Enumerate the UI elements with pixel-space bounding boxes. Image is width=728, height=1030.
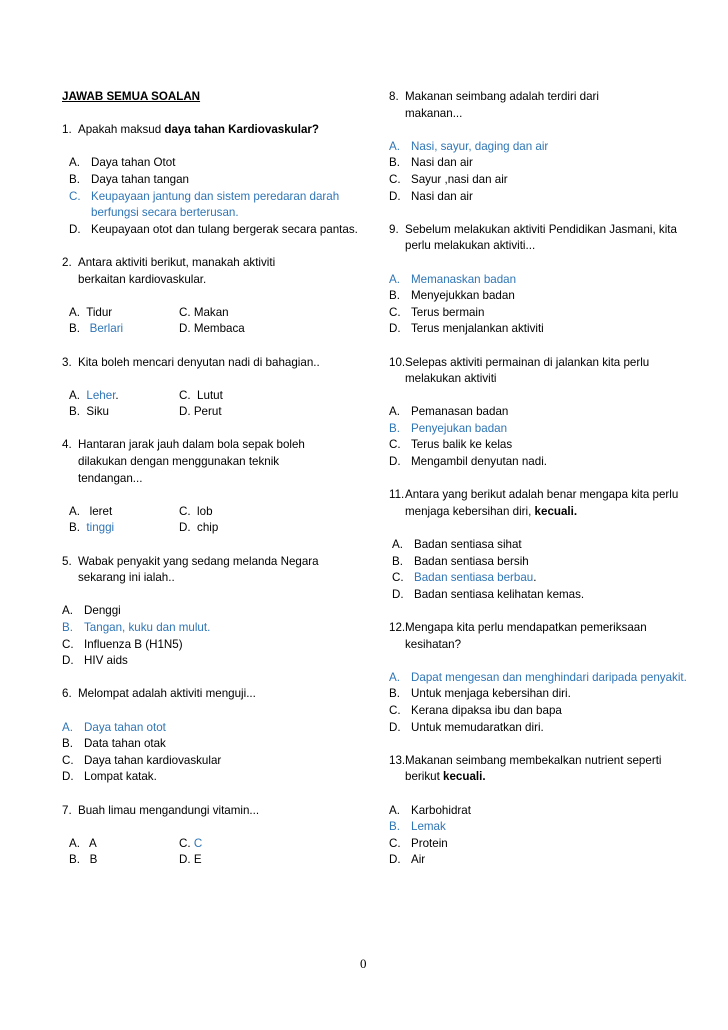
- option-d[interactable]: D. E: [179, 853, 202, 867]
- question-text: Apakah maksud daya tahan Kardiovaskular?: [78, 123, 320, 137]
- question-3: [62, 355, 362, 421]
- option-a[interactable]: A. Tidur: [69, 305, 113, 319]
- option-c[interactable]: C. Protein: [389, 836, 448, 850]
- option-b-answer[interactable]: B. tinggi: [69, 521, 115, 535]
- option-a-answer[interactable]: A. Nasi, sayur, daging dan air: [389, 139, 549, 153]
- question-stem: 10. Selepas aktiviti permainan di jalankan kita perlu melakukan aktiviti: [389, 355, 689, 388]
- question-text: Selepas aktiviti permainan di jalankan kita perlu melakukan aktiviti: [405, 355, 650, 386]
- option-b-answer[interactable]: B. Penyejukan badan: [389, 421, 508, 435]
- option-d[interactable]: D. Mengambil denyutan nadi.: [389, 455, 547, 469]
- question-text: Antara aktiviti berikut, manakah aktiviti berkaitan kardiovaskular.: [78, 255, 276, 286]
- option-c-answer[interactable]: C. Badan sentiasa berbau.: [392, 571, 537, 585]
- option-b-answer[interactable]: B. Lemak: [389, 820, 446, 834]
- option-a[interactable]: A. Pemanasan badan: [389, 405, 509, 419]
- question-10: [389, 355, 689, 471]
- option-b-answer[interactable]: B. Tangan, kuku dan mulut.: [62, 621, 211, 634]
- question-stem: 2. Antara aktiviti berikut, manakah aktiviti berkaitan kardiovaskular.: [62, 255, 362, 288]
- option-a[interactable]: A. Badan sentiasa sihat: [392, 538, 522, 552]
- question-stem: 11. Antara yang berikut adalah benar mengapa kita perlu menjaga kebersihan diri, kecuali.: [389, 487, 689, 520]
- option-c[interactable]: C. Sayur ,nasi dan air: [389, 172, 508, 186]
- option-d[interactable]: D. Membaca: [179, 322, 245, 336]
- option-c[interactable]: C. Daya tahan kardiovaskular: [62, 753, 222, 767]
- options-grid: [69, 836, 362, 869]
- question-5: [62, 554, 362, 670]
- question-number: 1.: [62, 123, 72, 137]
- question-text: Makanan seimbang adalah terdiri dari makanan...: [405, 90, 599, 120]
- options-grid: [69, 305, 362, 338]
- option-a-answer[interactable]: A. Dapat mengesan dan menghindari daripada penyakit.: [389, 670, 687, 684]
- question-stem: 6. Melompat adalah aktiviti menguji...: [62, 686, 362, 703]
- question-text: Kita boleh mencari denyutan nadi di bahagian..: [78, 355, 320, 369]
- options-list: [392, 537, 689, 603]
- question-text: Sebelum melakukan aktiviti Pendidikan Jasmani, kita perlu melakukan aktiviti...: [405, 222, 677, 253]
- option-b-answer[interactable]: B. Berlari: [69, 322, 124, 336]
- options-list: [389, 803, 689, 869]
- option-b[interactable]: B. Siku: [69, 405, 109, 419]
- option-b[interactable]: B. Badan sentiasa bersih: [392, 554, 529, 568]
- option-d[interactable]: D. Air: [389, 853, 426, 867]
- left-column: [62, 89, 362, 886]
- question-stem: 4. Hantaran jarak jauh dalam bola sepak boleh dilakukan dengan menggunakan teknik tendangan...: [62, 437, 362, 487]
- option-d[interactable]: D. Terus menjalankan aktiviti: [389, 322, 544, 336]
- options-list: [389, 272, 689, 338]
- options-list: [62, 720, 362, 786]
- option-a[interactable]: A. leret: [69, 504, 113, 518]
- option-b[interactable]: B. Daya tahan tangan: [69, 172, 189, 186]
- question-7: [62, 803, 362, 869]
- question-text: Antara yang berikut adalah benar mengapa kita perlu menjaga kebersihan diri, kecuali.: [405, 488, 679, 518]
- option-c[interactable]: C. Influenza B (H1N5): [62, 637, 183, 651]
- option-c-answer[interactable]: C. C: [179, 836, 203, 850]
- option-c-answer[interactable]: C. Keupayaan jantung dan sistem peredaran darah berfungsi secara berterusan.: [69, 189, 340, 220]
- option-c[interactable]: C. Terus bermain: [389, 305, 485, 319]
- question-stem: [62, 122, 362, 139]
- options-list: [389, 404, 689, 470]
- option-b[interactable]: B. Data tahan otak: [62, 737, 166, 751]
- question-4: [62, 437, 362, 537]
- question-stem: 12. Mengapa kita perlu mendapatkan pemeriksaan kesihatan?: [389, 620, 689, 653]
- option-c[interactable]: C. Kerana dipaksa ibu dan bapa: [389, 703, 562, 717]
- page-number: 0: [360, 956, 367, 971]
- option-d[interactable]: D. Keupayaan otot dan tulang bergerak secara pantas.: [69, 222, 358, 236]
- question-13: [389, 753, 689, 869]
- option-b[interactable]: B. Untuk menjaga kebersihan diri.: [389, 687, 571, 701]
- option-d[interactable]: D. Untuk memudaratkan diri.: [389, 720, 544, 734]
- option-b[interactable]: B. Nasi dan air: [389, 156, 473, 170]
- question-stem: 8. Makanan seimbang adalah terdiri dari makanan...: [389, 89, 689, 122]
- options-list: [62, 603, 362, 669]
- option-c[interactable]: C. Lutut: [179, 388, 223, 402]
- question-stem: 3. Kita boleh mencari denyutan nadi di bahagian..: [62, 355, 362, 372]
- options-list: [389, 139, 689, 205]
- question-1: [62, 122, 362, 238]
- option-d[interactable]: D. Badan sentiasa kelihatan kemas.: [392, 587, 585, 601]
- option-a[interactable]: A. Denggi: [62, 604, 121, 618]
- option-d[interactable]: D. Nasi dan air: [389, 189, 473, 203]
- option-a[interactable]: A. A: [69, 836, 97, 850]
- option-c[interactable]: C. Terus balik ke kelas: [389, 438, 513, 452]
- option-c[interactable]: C. Makan: [179, 305, 229, 319]
- option-a[interactable]: A. Karbohidrat: [389, 803, 471, 817]
- question-9: [389, 222, 689, 338]
- question-stem: 5. Wabak penyakit yang sedang melanda Negara sekarang ini ialah..: [62, 554, 362, 587]
- options-list: [389, 670, 689, 736]
- question-text: Mengapa kita perlu mendapatkan pemeriksaan kesihatan?: [405, 621, 647, 651]
- option-a[interactable]: A. Daya tahan Otot: [69, 156, 176, 170]
- question-stem: 7. Buah limau mengandungi vitamin...: [62, 803, 362, 820]
- option-a-answer[interactable]: A. Leher.: [69, 388, 119, 402]
- question-12: [389, 620, 689, 736]
- question-6: [62, 686, 362, 786]
- question-11: [389, 487, 689, 603]
- option-a-answer[interactable]: A. Daya tahan otot: [62, 720, 166, 734]
- page-heading: JAWAB SEMUA SOALAN: [62, 90, 201, 103]
- option-c[interactable]: C. lob: [179, 504, 213, 518]
- options-grid: [69, 388, 362, 421]
- option-d[interactable]: D. chip: [179, 521, 219, 535]
- option-d[interactable]: D. HIV aids: [62, 654, 128, 668]
- question-text: Wabak penyakit yang sedang melanda Negara sekarang ini ialah..: [78, 554, 319, 585]
- option-b[interactable]: B. B: [69, 853, 98, 867]
- option-b[interactable]: B. Menyejukkan badan: [389, 289, 515, 303]
- question-text: Melompat adalah aktiviti menguji...: [78, 687, 256, 701]
- question-stem: 13. Makanan seimbang membekalkan nutrient seperti berikut kecuali.: [389, 753, 689, 786]
- options-grid: [69, 504, 362, 537]
- option-d[interactable]: D. Lompat katak.: [62, 770, 157, 784]
- question-text: Hantaran jarak jauh dalam bola sepak boleh dilakukan dengan menggunakan teknik tendangan...: [78, 438, 305, 485]
- right-column: [389, 89, 689, 886]
- options-list: [69, 155, 362, 238]
- question-2: [62, 255, 362, 338]
- question-text: Makanan seimbang membekalkan nutrient seperti berikut kecuali.: [405, 753, 662, 784]
- question-8: [389, 89, 689, 205]
- option-a-answer[interactable]: A. Memanaskan badan: [389, 272, 517, 286]
- question-text: Buah limau mengandungi vitamin...: [78, 803, 260, 817]
- question-stem: 9. Sebelum melakukan aktiviti Pendidikan Jasmani, kita perlu melakukan aktiviti...: [389, 222, 689, 255]
- option-d[interactable]: D. Perut: [179, 405, 222, 419]
